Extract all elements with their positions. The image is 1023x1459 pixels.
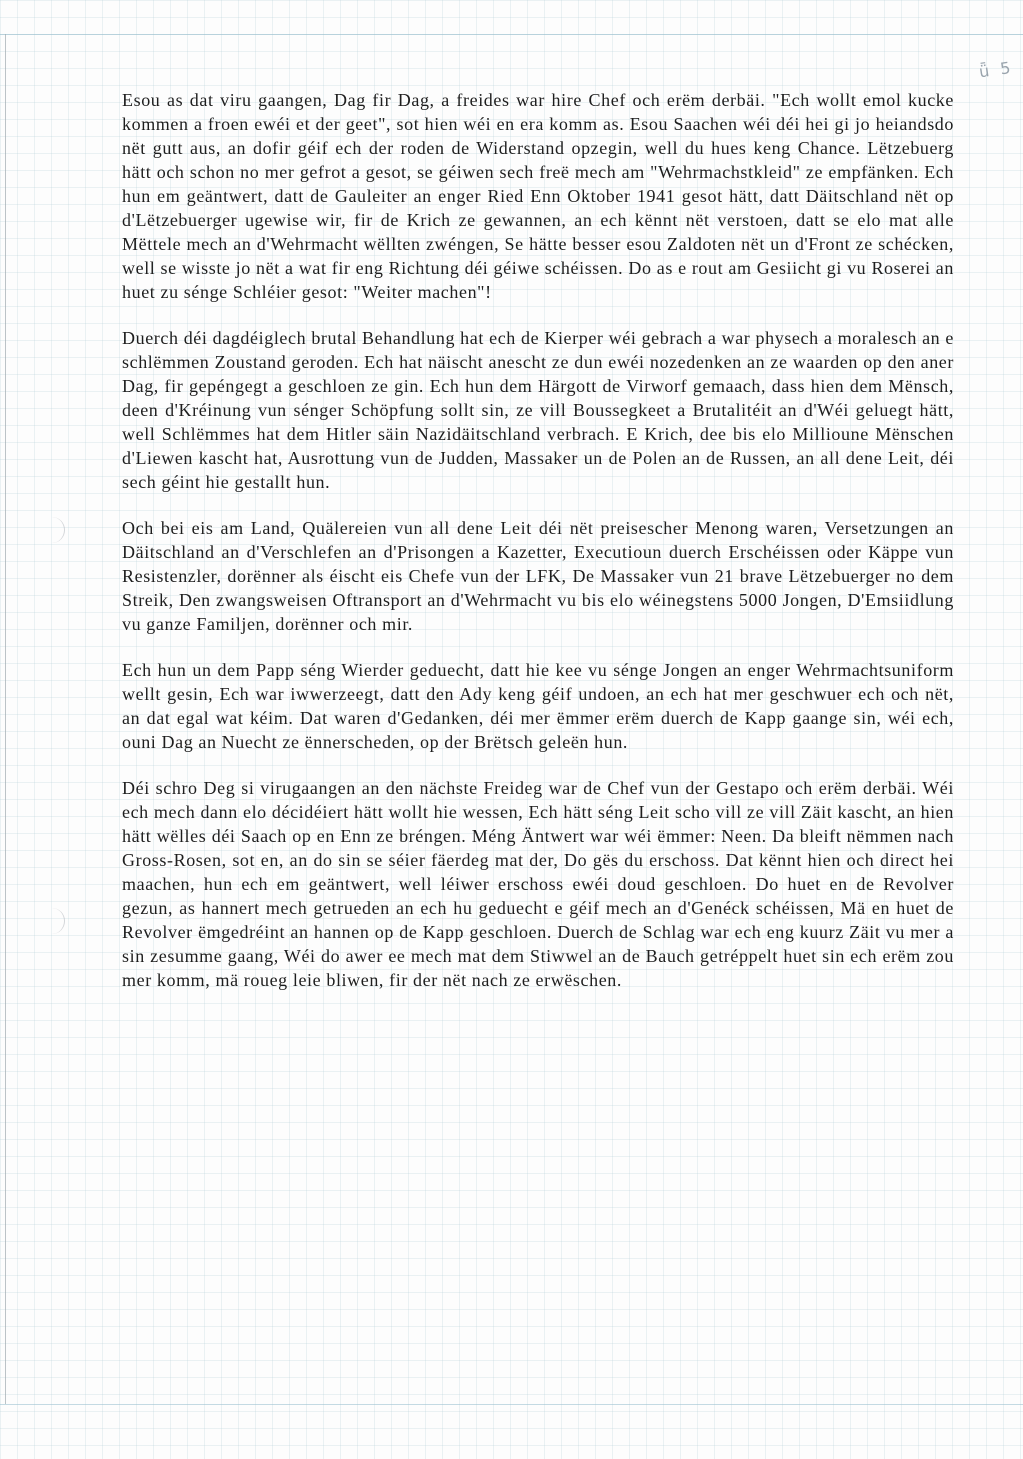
page-left-edge (5, 34, 6, 1404)
punch-hole-mark (50, 517, 65, 543)
document-body (122, 88, 954, 992)
page-number-annotation: ǖ 5 (977, 57, 1015, 82)
paragraph-3: Och bei eis am Land, Quälereien vun all dene Leit déi nët preisescher Menong waren, Versetzungen an Däitschland an d'Verschlefen an d'Prisongen a Kazetter, Executioun duerch Erschéissen oder Käppe vun Resistenzler, dorënner als éischt eis Chefe vun der LFK, De Massaker vun 21 brave Lëtzebuerger no dem Streik, Den zwangsweisen Oftransport an d'Wehrmacht vu bis elo wéinegstens 5000 Jongen, D'Emsiidlung vu ganze Familjen, dorënner och mir. (122, 518, 954, 634)
page-top-edge (0, 34, 1023, 35)
paragraph-1: Esou as dat viru gaangen, Dag fir Dag, a freides war hire Chef och erëm derbäi. "Ech wollt emol kucke kommen a froen ewéi et der geet", sot hien wéi en era komm as. Esou Saachen wéi déi hei gi jo heiandsdo nët gutt aus, an dofir géif ech der roden de Widerstand opzegin, well du hues keng Chance. Lëtzebuerg hätt och schon no mer gefrot a gesot, se géiwen sech freë mech am "Wehrmachstkleid" ze empfänken. Ech hun em geäntwert, datt de Gauleiter an enger Ried Enn Oktober 1941 gesot hätt, datt Däitschland nët op d'Lëtzebuerger ugewise wir, fir de Krich ze gewannen, an ech kënnt nët verstoen, datt se elo mat alle Mëttele mech an d'Wehrmacht wëllten zwéngen, Se hätte besser esou Zaldoten nët un d'Front ze schécken, well se wisste jo nët a wat fir eng Richtung déi géiwe schéissen. Do as e rout am Gesiicht gi vu Roserei an huet zu sénge Schléier gesot: "Weiter machen"! (122, 90, 954, 302)
paragraph-2: Duerch déi dagdéiglech brutal Behandlung hat ech de Kierper wéi gebrach a war physech a moralesch an e schlëmmen Zoustand geroden. Ech hat näischt anescht ze dun ewéi nozedenken an ze waarden op den aner Dag, fir gepéngegt a geschloen ze gin. Ech hun dem Härgott de Virworf gemaach, dass hien dem Mënsch, deen d'Kréinung vun sénger Schöpfung sollt sin, ze vill Boussegkeet a Brutalitéit an d'Wéi geluegt hätt, well Schlëmmes hat dem Hitler säin Nazidäitschland verbrach. E Krich, dee bis elo Millioune Mënschen d'Liewen kascht hat, Ausrottung vun de Judden, Massaker un de Polen an de Russen, an all dene Leit, déi sech géint hie gestallt hun. (122, 328, 954, 492)
paragraph-5: Déi schro Deg si virugaangen an den nächste Freideg war de Chef vun der Gestapo och erëm derbäi. Wéi ech mech dann elo décidéiert hätt wollt hie wessen, Ech hätt séng Leit scho vill ze vill Zäit kascht, an hien hätt wëlles déi Saach op en Enn ze bréngen. Méng Äntwert war wéi ëmmer: Neen. Da bleift nëmmen nach Gross-Rosen, sot en, an do sin se séier fäerdeg mat der, Do gës du erschoss. Dat kënnt hien och direct hei maachen, hun ech em geäntwert, well léiwer erschoss ewéi doud geschloen. Do huet en de Revolver gezun, as hannert mech getrueden an ech hu geduecht e géif mech an d'Genéck schéissen, Mä en huet de Revolver ëmgedréint an hannen op de Kapp geschloen. Duerch de Schlag war ech eng kuurz Zäit vu mer a sin zesumme gaang, Wéi do awer ee mech mat dem Stiwwel an de Bauch getréppelt huet sin ech erëm zou mer komm, mä roueg leie bliwen, fir der nët nach ze erwëschen. (122, 778, 954, 990)
punch-hole-mark (50, 908, 65, 934)
paragraph-4: Ech hun un dem Papp séng Wierder geduecht, datt hie kee vu sénge Jongen an enger Wehrmachtsuniform wellt gesin, Ech war iwwerzeegt, datt den Ady keng géif undoen, an ech hat mer geschwuer ech och nët, an dat egal wat kéim. Dat waren d'Gedanken, déi mer ëmmer erëm duerch de Kapp gaange sin, wéi ech, ouni Dag an Nuecht ze ënnerscheden, op der Brëtsch geleën hun. (122, 660, 954, 752)
page-bottom-edge (0, 1404, 1023, 1405)
